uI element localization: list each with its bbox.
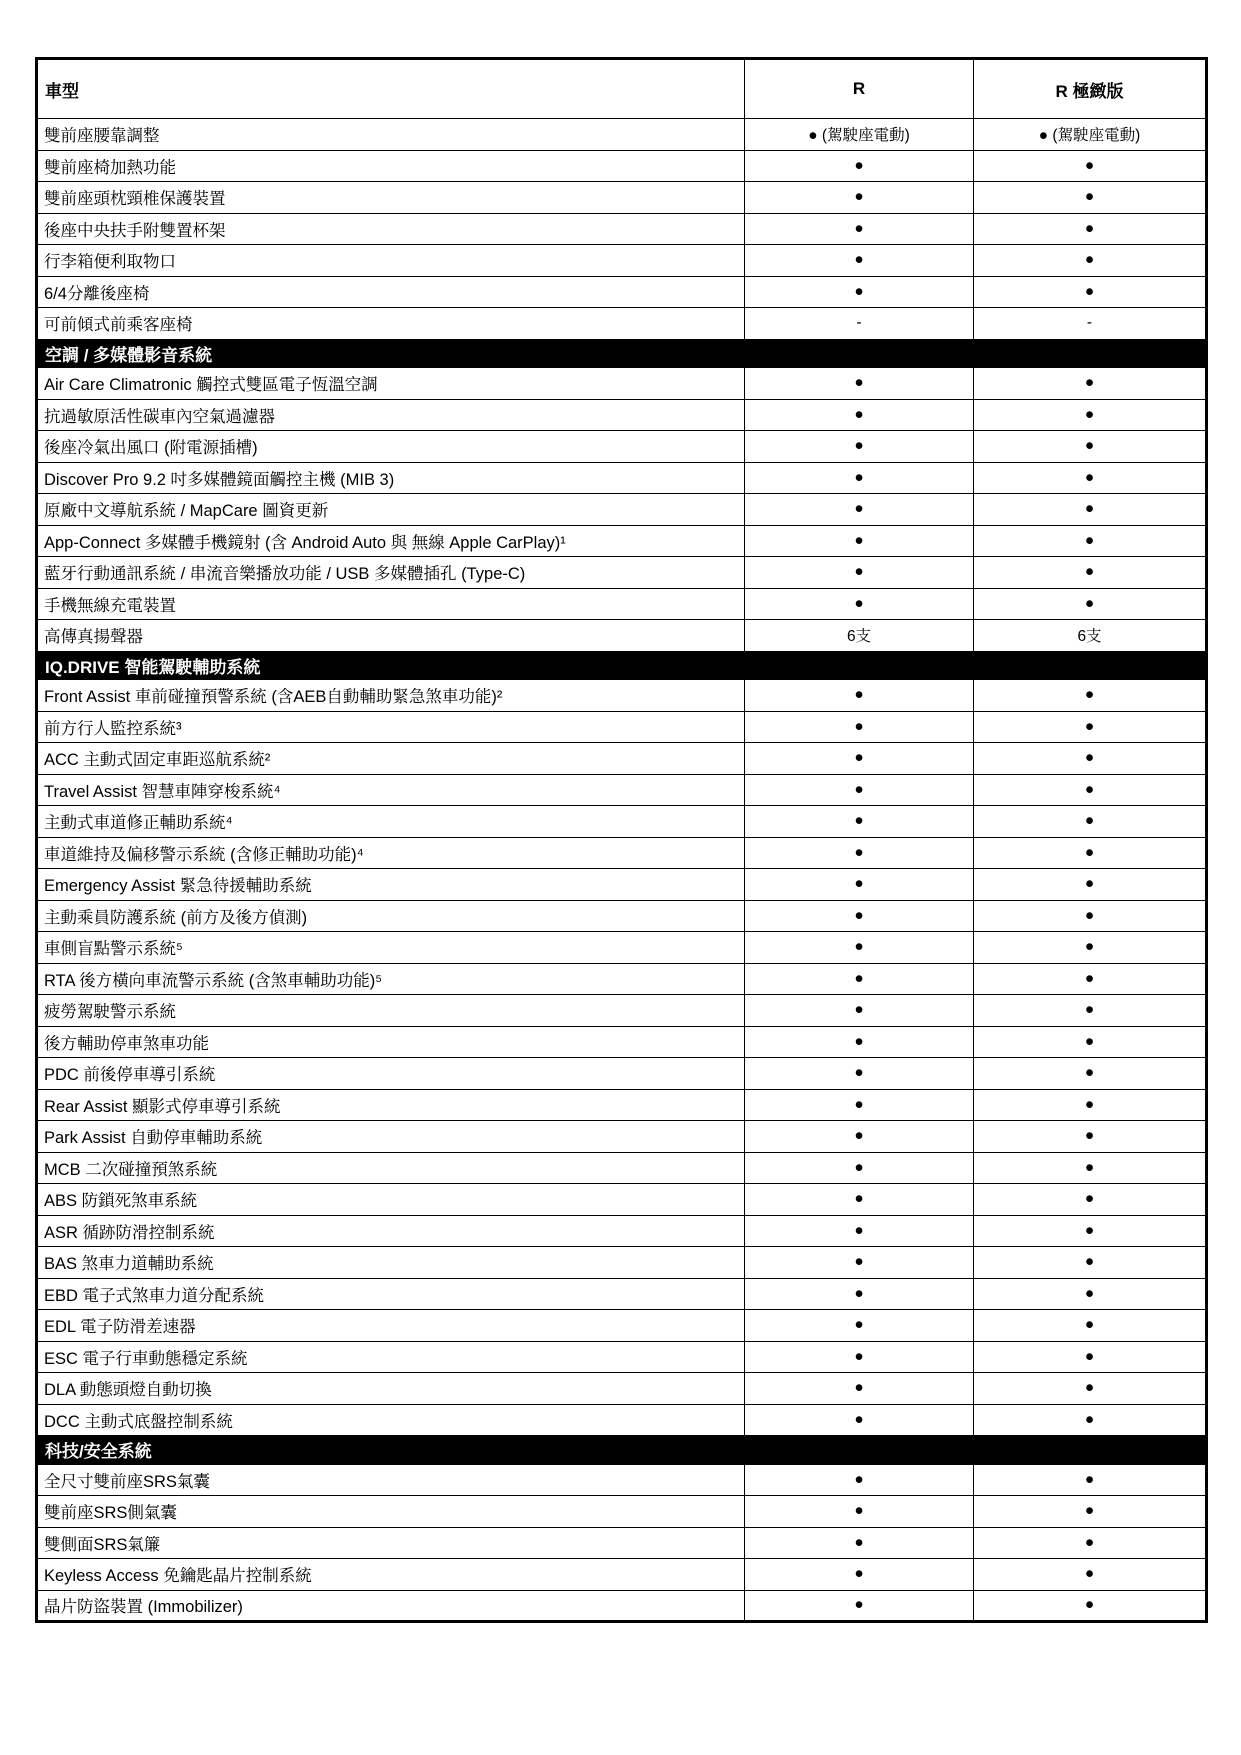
- value-r-premium: ●: [974, 1559, 1207, 1591]
- spec-row: [37, 1559, 1207, 1591]
- feature-name: 可前傾式前乘客座椅: [37, 308, 745, 340]
- spec-row: [37, 1184, 1207, 1216]
- feature-name: Keyless Access 免鑰匙晶片控制系統: [37, 1559, 745, 1591]
- spec-row: [37, 963, 1207, 995]
- value-r-premium: ●: [974, 900, 1207, 932]
- value-r: ●: [745, 1278, 974, 1310]
- spec-row: [37, 557, 1207, 589]
- value-r-premium: 6支: [974, 620, 1207, 652]
- value-r-premium: ●: [974, 774, 1207, 806]
- value-r-premium: ●: [974, 150, 1207, 182]
- value-r: ●: [745, 557, 974, 589]
- value-r: 6支: [745, 620, 974, 652]
- feature-name: 手機無線充電裝置: [37, 588, 745, 620]
- value-r-premium: ●: [974, 1026, 1207, 1058]
- value-r: ●: [745, 525, 974, 557]
- value-r-premium: ●: [974, 494, 1207, 526]
- spec-row: [37, 368, 1207, 400]
- value-r-premium: ●: [974, 588, 1207, 620]
- value-r: ●: [745, 1121, 974, 1153]
- value-r-premium: ●: [974, 1184, 1207, 1216]
- feature-name: 雙前座椅加熱功能: [37, 150, 745, 182]
- value-r: ●: [745, 806, 974, 838]
- value-r-premium: ●: [974, 963, 1207, 995]
- value-r-premium: ●: [974, 1278, 1207, 1310]
- spec-row: [37, 1215, 1207, 1247]
- spec-row: [37, 774, 1207, 806]
- section-title: IQ.DRIVE 智能駕駛輔助系統: [37, 651, 1207, 680]
- spec-row: [37, 1590, 1207, 1622]
- value-r-premium: ●: [974, 431, 1207, 463]
- feature-name: 後座冷氣出風口 (附電源插槽): [37, 431, 745, 463]
- spec-row: [37, 1310, 1207, 1342]
- value-r: ●: [745, 1341, 974, 1373]
- feature-name: Emergency Assist 緊急待援輔助系統: [37, 869, 745, 901]
- spec-row: [37, 245, 1207, 277]
- value-r-premium: ●: [974, 1373, 1207, 1405]
- spec-row: [37, 399, 1207, 431]
- column-header-r-premium: R 極緻版: [974, 59, 1207, 119]
- spec-row: [37, 1341, 1207, 1373]
- value-r: ●: [745, 1184, 974, 1216]
- value-r: -: [745, 308, 974, 340]
- value-r: ●: [745, 995, 974, 1027]
- feature-name: 前方行人監控系統³: [37, 711, 745, 743]
- value-r: ●: [745, 1373, 974, 1405]
- value-r-premium: -: [974, 308, 1207, 340]
- spec-row: [37, 1464, 1207, 1496]
- feature-name: 主動式車道修正輔助系統⁴: [37, 806, 745, 838]
- section-header-row: [37, 1436, 1207, 1465]
- value-r: ●: [745, 869, 974, 901]
- value-r: ●: [745, 150, 974, 182]
- value-r: ●: [745, 963, 974, 995]
- spec-row: [37, 806, 1207, 838]
- spec-row: [37, 1089, 1207, 1121]
- value-r-premium: ●: [974, 1247, 1207, 1279]
- feature-name: Travel Assist 智慧車陣穿梭系統⁴: [37, 774, 745, 806]
- value-r: ●: [745, 1559, 974, 1591]
- spec-row: [37, 308, 1207, 340]
- feature-name: 抗過敏原活性碳車內空氣過濾器: [37, 399, 745, 431]
- value-r-premium: ●: [974, 1496, 1207, 1528]
- value-r: ●: [745, 711, 974, 743]
- feature-name: App-Connect 多媒體手機鏡射 (含 Android Auto 與 無線 Apple CarPlay)¹: [37, 525, 745, 557]
- value-r: ●: [745, 1247, 974, 1279]
- feature-name: 晶片防盜裝置 (Immobilizer): [37, 1590, 745, 1622]
- spec-row: [37, 743, 1207, 775]
- value-r: ●: [745, 900, 974, 932]
- column-header-r: R: [745, 59, 974, 119]
- value-r-premium: ●: [974, 995, 1207, 1027]
- feature-name: 藍牙行動通訊系統 / 串流音樂播放功能 / USB 多媒體插孔 (Type-C): [37, 557, 745, 589]
- feature-name: 行李箱便利取物口: [37, 245, 745, 277]
- value-r: ●: [745, 588, 974, 620]
- feature-name: 主動乘員防護系統 (前方及後方偵測): [37, 900, 745, 932]
- spec-row: [37, 900, 1207, 932]
- feature-name: ACC 主動式固定車距巡航系統²: [37, 743, 745, 775]
- value-r: ●: [745, 1058, 974, 1090]
- value-r-premium: ●: [974, 932, 1207, 964]
- spec-row: [37, 525, 1207, 557]
- value-r-premium: ●: [974, 1404, 1207, 1436]
- spec-row: [37, 494, 1207, 526]
- value-r-premium: ●: [974, 399, 1207, 431]
- feature-name: ABS 防鎖死煞車系統: [37, 1184, 745, 1216]
- value-r: ●: [745, 462, 974, 494]
- section-title: 空調 / 多媒體影音系統: [37, 339, 1207, 368]
- value-r-premium: ●: [974, 462, 1207, 494]
- value-r: ●: [745, 431, 974, 463]
- value-r: ●: [745, 1215, 974, 1247]
- section-title: 科技/安全系統: [37, 1436, 1207, 1465]
- value-r: ●: [745, 774, 974, 806]
- value-r: ●: [745, 1590, 974, 1622]
- feature-name: 雙前座SRS側氣囊: [37, 1496, 745, 1528]
- value-r-premium: ●: [974, 869, 1207, 901]
- spec-row: [37, 1152, 1207, 1184]
- feature-name: PDC 前後停車導引系統: [37, 1058, 745, 1090]
- value-r-premium: ●: [974, 1341, 1207, 1373]
- column-header-model: 車型: [37, 59, 745, 119]
- value-r-premium: ●: [974, 276, 1207, 308]
- value-r: ●: [745, 494, 974, 526]
- spec-row: [37, 182, 1207, 214]
- feature-name: Front Assist 車前碰撞預警系統 (含AEB自動輔助緊急煞車功能)²: [37, 680, 745, 712]
- feature-name: 全尺寸雙前座SRS氣囊: [37, 1464, 745, 1496]
- value-r: ●: [745, 1026, 974, 1058]
- value-r: ●: [745, 1404, 974, 1436]
- value-r-premium: ●: [974, 1121, 1207, 1153]
- value-r-premium: ●: [974, 711, 1207, 743]
- feature-name: EDL 電子防滑差速器: [37, 1310, 745, 1342]
- spec-row: [37, 680, 1207, 712]
- value-r-premium: ●: [974, 1464, 1207, 1496]
- spec-row: [37, 1278, 1207, 1310]
- spec-row: [37, 276, 1207, 308]
- value-r: ●: [745, 182, 974, 214]
- spec-row: [37, 620, 1207, 652]
- spec-row: [37, 932, 1207, 964]
- feature-name: Rear Assist 顯影式停車導引系統: [37, 1089, 745, 1121]
- feature-name: 後座中央扶手附雙置杯架: [37, 213, 745, 245]
- feature-name: 車道維持及偏移警示系統 (含修正輔助功能)⁴: [37, 837, 745, 869]
- feature-name: RTA 後方橫向車流警示系統 (含煞車輔助功能)⁵: [37, 963, 745, 995]
- spec-table: [35, 57, 1208, 1623]
- value-r-premium: ●: [974, 837, 1207, 869]
- feature-name: BAS 煞車力道輔助系統: [37, 1247, 745, 1279]
- value-r: ●: [745, 1464, 974, 1496]
- feature-name: EBD 電子式煞車力道分配系統: [37, 1278, 745, 1310]
- value-r: ●: [745, 680, 974, 712]
- feature-name: DLA 動態頭燈自動切換: [37, 1373, 745, 1405]
- spec-row: [37, 1373, 1207, 1405]
- spec-row: [37, 837, 1207, 869]
- value-r: ●: [745, 1496, 974, 1528]
- value-r: ●: [745, 932, 974, 964]
- section-header-row: [37, 651, 1207, 680]
- value-r: ●: [745, 1310, 974, 1342]
- value-r-premium: ●: [974, 680, 1207, 712]
- value-r-premium: ●: [974, 557, 1207, 589]
- spec-row: [37, 869, 1207, 901]
- spec-row: [37, 1404, 1207, 1436]
- value-r: ●: [745, 1089, 974, 1121]
- value-r-premium: ●: [974, 1152, 1207, 1184]
- value-r-premium: ●: [974, 806, 1207, 838]
- section-header-row: [37, 339, 1207, 368]
- feature-name: 雙前座腰靠調整: [37, 119, 745, 151]
- value-r: ●: [745, 1152, 974, 1184]
- value-r: ●: [745, 743, 974, 775]
- feature-name: 疲勞駕駛警示系統: [37, 995, 745, 1027]
- value-r: ●: [745, 368, 974, 400]
- value-r: ●: [745, 1527, 974, 1559]
- feature-name: Discover Pro 9.2 吋多媒體鏡面觸控主機 (MIB 3): [37, 462, 745, 494]
- value-r-premium: ●: [974, 368, 1207, 400]
- spec-table-body: [37, 119, 1207, 1622]
- value-r-premium: ●: [974, 1215, 1207, 1247]
- spec-row: [37, 588, 1207, 620]
- value-r: ●: [745, 213, 974, 245]
- spec-row: [37, 119, 1207, 151]
- feature-name: MCB 二次碰撞預煞系統: [37, 1152, 745, 1184]
- spec-row: [37, 1121, 1207, 1153]
- value-r-premium: ●: [974, 1089, 1207, 1121]
- feature-name: 雙前座頭枕頸椎保護裝置: [37, 182, 745, 214]
- feature-name: 6/4分離後座椅: [37, 276, 745, 308]
- value-r-premium: ●: [974, 1590, 1207, 1622]
- spec-row: [37, 213, 1207, 245]
- value-r-premium: ●: [974, 213, 1207, 245]
- value-r-premium: ●: [974, 525, 1207, 557]
- spec-row: [37, 1527, 1207, 1559]
- feature-name: DCC 主動式底盤控制系統: [37, 1404, 745, 1436]
- value-r-premium: ●: [974, 1310, 1207, 1342]
- feature-name: 原廠中文導航系統 / MapCare 圖資更新: [37, 494, 745, 526]
- spec-row: [37, 711, 1207, 743]
- value-r: ●: [745, 837, 974, 869]
- spec-row: [37, 1247, 1207, 1279]
- spec-row: [37, 1026, 1207, 1058]
- feature-name: 雙側面SRS氣簾: [37, 1527, 745, 1559]
- feature-name: ASR 循跡防滑控制系統: [37, 1215, 745, 1247]
- value-r: ●: [745, 399, 974, 431]
- spec-row: [37, 1058, 1207, 1090]
- value-r-premium: ●: [974, 1058, 1207, 1090]
- table-header-row: [37, 59, 1207, 119]
- feature-name: ESC 電子行車動態穩定系統: [37, 1341, 745, 1373]
- spec-row: [37, 431, 1207, 463]
- feature-name: 車側盲點警示系統⁵: [37, 932, 745, 964]
- value-r-premium: ●: [974, 245, 1207, 277]
- value-r: ● (駕駛座電動): [745, 119, 974, 151]
- value-r: ●: [745, 276, 974, 308]
- feature-name: 後方輔助停車煞車功能: [37, 1026, 745, 1058]
- spec-row: [37, 1496, 1207, 1528]
- value-r-premium: ●: [974, 182, 1207, 214]
- spec-row: [37, 995, 1207, 1027]
- value-r-premium: ● (駕駛座電動): [974, 119, 1207, 151]
- feature-name: Park Assist 自動停車輔助系統: [37, 1121, 745, 1153]
- spec-row: [37, 150, 1207, 182]
- spec-table-head: [37, 59, 1207, 119]
- value-r-premium: ●: [974, 743, 1207, 775]
- feature-name: 高傳真揚聲器: [37, 620, 745, 652]
- spec-row: [37, 462, 1207, 494]
- feature-name: Air Care Climatronic 觸控式雙區電子恆溫空調: [37, 368, 745, 400]
- value-r: ●: [745, 245, 974, 277]
- value-r-premium: ●: [974, 1527, 1207, 1559]
